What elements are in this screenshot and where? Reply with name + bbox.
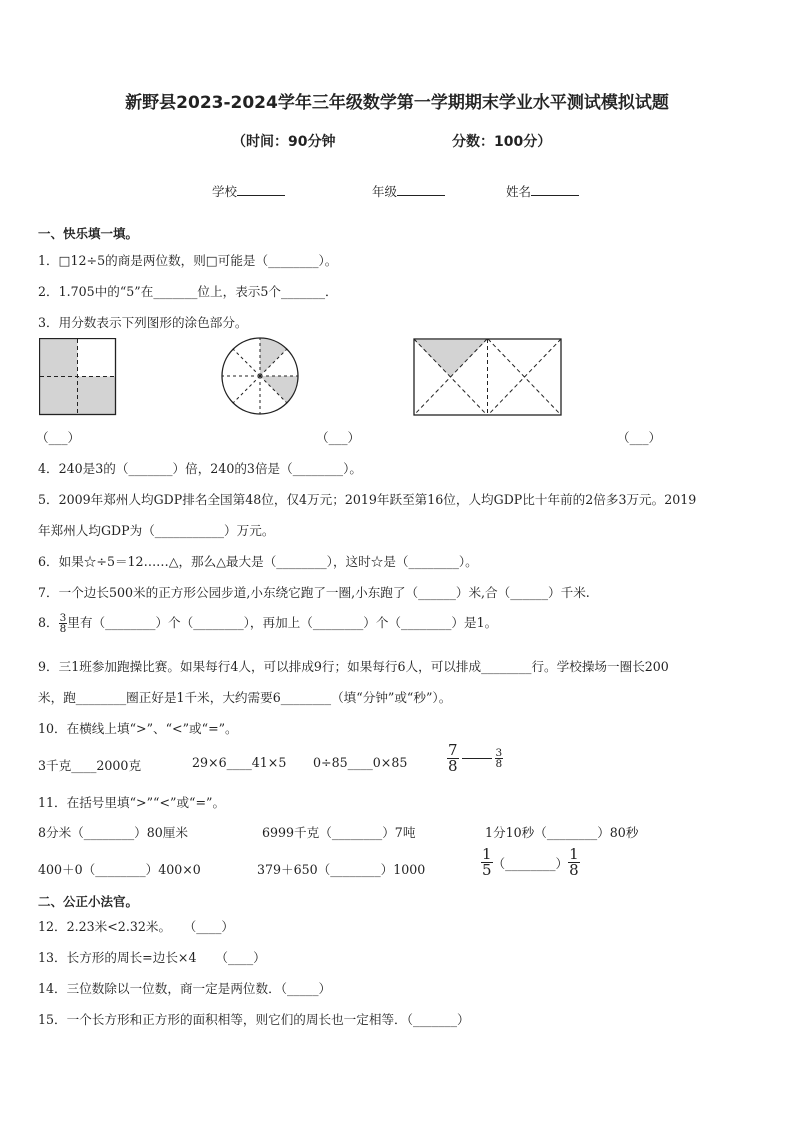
question-4: 4．240是3的（_______）倍，240的3倍是（________）。: [38, 461, 362, 476]
q11-compare-f: [481, 847, 580, 878]
q11-compare-b: 6999千克（________）7吨: [262, 825, 416, 840]
question-13: 13．长方形的周长=边长×4 （____）: [38, 950, 266, 965]
question-10: 10．在横线上填“>”、“<”或“=”。: [38, 721, 238, 736]
figure-circle: [220, 336, 300, 416]
answer-blank-circle[interactable]: （___）: [316, 430, 361, 445]
question-8-prefix: 8．: [38, 615, 59, 630]
page-title: 新野县2023-2024学年三年级数学第一学期期末学业水平测试模拟试题: [125, 93, 669, 113]
q11-compare-e: 379＋650（________）1000: [257, 862, 426, 877]
grade-label: 年级: [372, 184, 398, 199]
fraction-denominator: 8: [59, 623, 67, 635]
fraction-denominator: 8: [448, 757, 458, 775]
name-label: 姓名: [506, 184, 532, 199]
question-12: 12．2.23米<2.32米。 （____）: [38, 919, 234, 934]
grade-field[interactable]: [372, 182, 445, 200]
q10-compare-a: 3千克____2000克: [38, 758, 142, 773]
school-label: 学校: [212, 184, 238, 199]
figure-square: [39, 338, 117, 416]
answer-blank-square[interactable]: （___）: [36, 430, 81, 445]
school-field[interactable]: [212, 182, 285, 200]
section-heading-1: 一、快乐填一填。: [38, 226, 139, 241]
question-7: 7．一个边长500米的正方形公园步道,小东绕它跑了一圈,小东跑了（______）米,合（______）千米.: [38, 585, 590, 600]
question-9-line2: 米，跑________圈正好是1千米，大约需要6________（填“分钟”或“秒”）。: [38, 690, 452, 705]
question-9-line1: 9．三1班参加跑操比赛。如果每行4人，可以排成9行；如果每行6人，可以排成________行。学校操场一圈长200: [38, 659, 669, 674]
fraction-numerator: 3: [495, 746, 503, 759]
fraction-1-5: [481, 847, 493, 878]
exam-score: 分数：100分）: [452, 134, 552, 150]
fraction-numerator: 1: [482, 845, 492, 863]
question-15: 15．一个长方形和正方形的面积相等，则它们的周长也一定相等．（_______）: [38, 1012, 470, 1027]
q11-compare-a: 8分米（________）80厘米: [38, 825, 188, 840]
question-5-line2: 年郑州人均GDP为（___________）万元。: [38, 523, 275, 538]
question-8-text: 里有（________）个（________），再加上（________）个（________）是1。: [67, 615, 498, 630]
fraction-numerator: 7: [448, 741, 458, 759]
exam-time: （时间：90分钟: [232, 134, 336, 150]
question-14: 14．三位数除以一位数，商一定是两位数．（_____）: [38, 981, 332, 996]
fraction-1-8: [568, 847, 580, 878]
fraction-numerator: 3: [59, 611, 67, 624]
q10-compare-b: 29×6____41×5: [192, 755, 287, 770]
fraction-denominator: 5: [482, 861, 492, 879]
fraction-7-8: [447, 743, 459, 774]
fraction-denominator: 8: [569, 861, 579, 879]
question-6: 6．如果☆÷5＝12……△，那么△最大是（________），这时☆是（________）。: [38, 554, 478, 569]
question-1: 1．□12÷5的商是两位数，则□可能是（________）。: [38, 253, 338, 268]
q10-compare-d: [447, 743, 503, 774]
question-5-line1: 5．2009年郑州人均GDP排名全国第48位，仅4万元；2019年跃至第16位，人均GDP比十年前的2倍多3万元。2019: [38, 492, 697, 507]
question-11: 11．在括号里填“>”“<”或“=”。: [38, 795, 226, 810]
question-2: 2．1.705中的“5”在_______位上，表示5个_______．: [38, 284, 338, 299]
question-3: 3．用分数表示下列图形的涂色部分。: [38, 315, 248, 330]
fraction-denominator: 8: [495, 758, 503, 770]
figure-rectangle: [413, 338, 563, 418]
name-field[interactable]: [506, 182, 579, 200]
q11-compare-c: 1分10秒（________）80秒: [485, 825, 639, 840]
q10-compare-c: 0÷85____0×85: [313, 755, 408, 770]
q11-compare-d: 400＋0（________）400×0: [38, 862, 201, 877]
question-8: [38, 612, 497, 635]
fraction-numerator: 1: [569, 845, 579, 863]
section-heading-2: 二、公正小法官。: [38, 894, 139, 909]
fraction-3-8: [59, 613, 68, 635]
q11-f-blank[interactable]: （________）: [492, 856, 569, 871]
answer-blank-rectangle[interactable]: （___）: [617, 430, 662, 445]
fraction-3-8-b: [495, 748, 504, 770]
